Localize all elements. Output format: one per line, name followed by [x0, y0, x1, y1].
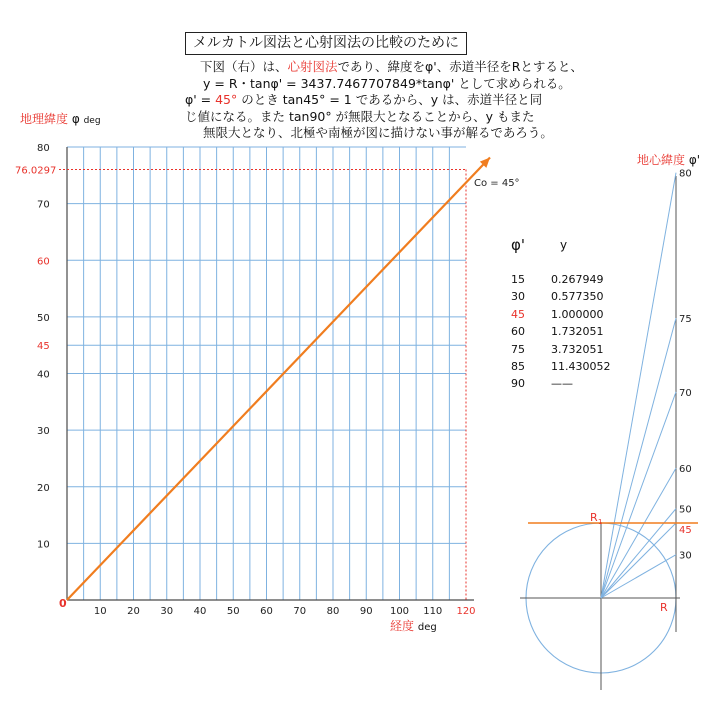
- table-cell-y: 3.732051: [551, 342, 604, 356]
- projection-tick-label: 70: [679, 387, 692, 399]
- x-tick-label: 100: [389, 606, 410, 617]
- x-tick-label: 40: [193, 606, 207, 617]
- projection-ray: [601, 392, 676, 598]
- x-tick-label: 50: [226, 606, 240, 617]
- y-tick-label: 50: [37, 312, 50, 324]
- description-line-1-pre: 下図（右）は、: [200, 59, 288, 74]
- table-cell-y: 0.267949: [551, 273, 604, 286]
- y-tick-label: 70: [37, 199, 50, 211]
- projection-tick-label: 45: [679, 525, 692, 536]
- projection-ray: [601, 509, 676, 598]
- projection-ray: [601, 318, 676, 598]
- projection-tick-label: 80: [679, 168, 692, 180]
- y-tick-label: 80: [37, 143, 50, 154]
- course-label: Co = 45°: [474, 178, 520, 189]
- y-tick-label: 30: [37, 426, 50, 438]
- x-axis-unit: deg: [417, 622, 437, 633]
- highlight-lat-label: 76.0297: [15, 165, 57, 177]
- description-line-2: y = R・tanφ' = 3437.7467707849*tanφ' として求められる。: [203, 75, 571, 91]
- page-title: メルカトル図法と心射図法の比較のために: [185, 32, 467, 55]
- table-cell-y: 1.000000: [551, 307, 604, 321]
- course-line: [67, 157, 490, 600]
- y-tick-label: 60: [37, 256, 50, 268]
- y-tick-label: 40: [37, 369, 50, 381]
- r-label: R: [660, 601, 668, 614]
- origin-label: 0: [59, 597, 67, 610]
- y-axis-phi: φ: [71, 112, 80, 126]
- description-line-5: 無限大となり、北極や南極が図に描けない事が解るであろう。: [203, 125, 553, 140]
- description-line-1-post: であり、緯度をφ'、赤道半径をRとすると、: [337, 59, 583, 74]
- projection-tick-label: 50: [679, 504, 692, 516]
- y-tick-label: 45: [37, 341, 50, 353]
- table-cell-phi: 90: [511, 377, 525, 391]
- table-cell-y: 11.430052: [551, 360, 611, 373]
- x-tick-label: 30: [160, 606, 174, 617]
- y-tick-label: 10: [37, 539, 50, 551]
- description-line-4: じ値になる。また tan90° が無限大となることから、y もまた: [185, 108, 535, 124]
- table-cell-y: 1.732051: [551, 325, 604, 339]
- x-tick-label: 110: [423, 606, 443, 617]
- table-cell-phi: 60: [511, 325, 525, 339]
- x-tick-label: 90: [359, 606, 373, 617]
- x-tick-label: 20: [127, 606, 140, 617]
- y-axis-unit: deg: [83, 116, 101, 126]
- table-header-y: y: [560, 238, 568, 252]
- table-cell-phi: 45: [511, 307, 525, 321]
- y-tick-label: 20: [37, 482, 50, 494]
- highlight-lon-label: 120: [456, 606, 476, 617]
- geocentric-lat-label: 地心緯度: [637, 153, 686, 167]
- table-cell-phi: 75: [511, 342, 525, 356]
- table-cell-phi: 30: [511, 290, 525, 304]
- projection-tick-label: 30: [679, 550, 692, 562]
- table-cell-phi: 85: [511, 360, 525, 373]
- description-line-3-pre: φ' =: [185, 92, 216, 107]
- x-tick-label: 70: [293, 606, 307, 617]
- description-line-3-highlight: 45°: [215, 92, 238, 107]
- x-tick-label: 60: [260, 606, 273, 617]
- geocentric-lat-phi: φ': [688, 153, 701, 167]
- projection-tick-label: 60: [679, 464, 692, 476]
- r1-label: R: [590, 511, 598, 524]
- x-tick-label: 10: [93, 606, 107, 617]
- table-header-phi: φ': [511, 236, 526, 254]
- table-cell-y: 0.577350: [551, 290, 604, 304]
- x-axis-label: 経度: [390, 619, 415, 633]
- table-cell-y: ——: [551, 377, 573, 391]
- projection-tick-label: 75: [679, 314, 692, 326]
- y-axis-label: 地理緯度: [20, 112, 69, 126]
- description-line-1-highlight: 心射図法: [287, 59, 338, 74]
- table-cell-phi: 15: [511, 273, 525, 286]
- r1-subscript: 1: [598, 518, 603, 526]
- x-tick-label: 80: [326, 606, 340, 617]
- description-line-3-post: のとき tan45° = 1 であるから、y は、赤道半径と同: [237, 92, 543, 107]
